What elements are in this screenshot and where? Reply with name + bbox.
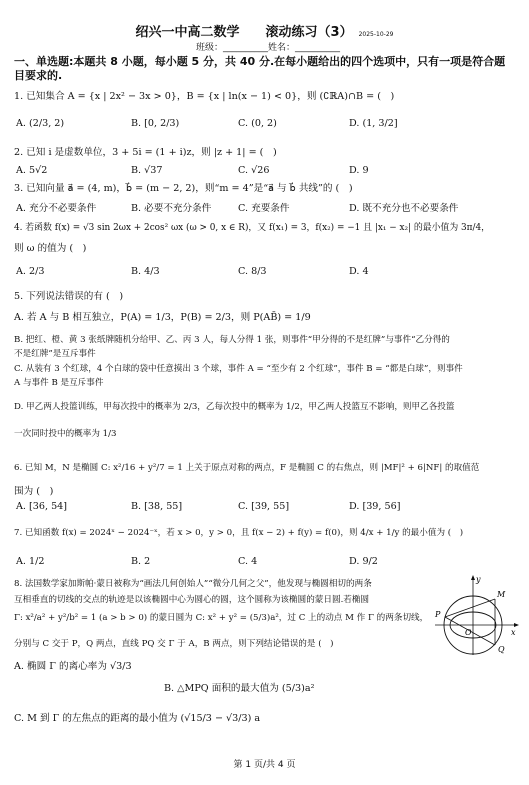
q3-stem: 3. 已知向量 a⃗ = (4, m)，b⃗ = (m − 2, 2)，则“m = 4”是“a⃗ 与 b⃗ 共线”的 ( ) — [14, 183, 353, 194]
q7-option-a: A. 1/2 — [16, 556, 45, 567]
q6-stem: 6. 已知 M，N 是椭圆 C: x²/16 + y²/7 = 1 上关于原点对称的两点，F 是椭圆 C 的右焦点，则 |MF|² + 6|NF| 的取值范 — [14, 463, 480, 473]
q2-stem: 2. 已知 i 是虚数单位，3 + 5i = (1 + i)z，则 |z + 1| = ( ) — [14, 147, 277, 158]
q5-option-b: B. 把红、橙、黄 3 张纸牌随机分给甲、乙、丙 3 人，每人分得 1 张，则事件“甲分得的不是红牌”与事件“乙分得的 — [14, 335, 450, 345]
q5-option-c: C. 从装有 3 个红球，4 个白球的袋中任意摸出 3 个球，事件 A = “至少有 2 个红球”，事件 B = “都是白球”，则事件 — [14, 364, 463, 374]
q4-stem: 4. 若函数 f(x) = √3 sin 2ωx + 2cos² ωx (ω > 0, x ∈ R)，又 f(x₁) = 3，f(x₂) = −1 且 |x₁ − x₂| 的最小值为 3π/4， — [14, 223, 491, 233]
exam-date: 2025-10-29 — [358, 31, 394, 38]
q4-option-d: D. 4 — [349, 266, 369, 277]
q8-stem-line2: 互相垂直的切线的交点的轨迹是以该椭圆中心为圆心的圆，这个圆称为该椭圆的蒙日圆.若椭圆 — [14, 595, 370, 605]
q3-option-d: D. 既不充分也不必要条件 — [349, 203, 459, 214]
q4-option-b: B. 4/3 — [131, 266, 160, 277]
q8-stem-line4: 分别与 C 交于 P，Q 两点，直线 PQ 交 Γ 于 A，B 两点，则下列结论错误的是 ( ) — [14, 639, 334, 649]
label-x: x — [511, 628, 516, 637]
q1-option-b: B. [0, 2/3) — [131, 118, 180, 129]
q6-option-d: D. [39, 56] — [349, 501, 401, 512]
q2-option-a: A. 5√2 — [16, 165, 48, 176]
q5-stem: 5. 下列说法错误的有 ( ) — [14, 291, 124, 302]
label-y: y — [476, 575, 481, 584]
q1-option-d: D. (1, 3/2] — [349, 118, 398, 129]
q8-option-a: A. 椭圆 Γ 的离心率为 √3/3 — [14, 661, 132, 672]
label-q: Q — [498, 645, 505, 654]
q7-option-b: B. 2 — [131, 556, 151, 567]
tangent-line-mp — [445, 599, 495, 617]
q4-option-a: A. 2/3 — [16, 266, 45, 277]
q7-option-c: C. 4 — [238, 556, 258, 567]
section-heading-cont: 目要求的. — [14, 69, 63, 82]
label-p: P — [435, 610, 441, 619]
q3-option-a: A. 充分不必要条件 — [16, 203, 97, 214]
q3-option-b: B. 必要不充分条件 — [131, 203, 212, 214]
q3-option-c: C. 充要条件 — [238, 203, 290, 214]
title-text: 绍兴一中高二数学 滚动练习（3） — [135, 25, 353, 40]
x-axis-arrow — [514, 623, 519, 627]
q5-option-a: A. 若 A 与 B 相互独立，P(A) = 1/3，P(B) = 2/3，则 P(AB̄) = 1/9 — [14, 312, 311, 323]
q6-option-b: B. [38, 55] — [131, 501, 183, 512]
page-footer: 第 1 页/共 4 页 — [233, 760, 296, 770]
q7-option-d: D. 9/2 — [349, 556, 378, 567]
q2-option-c: C. √26 — [238, 165, 270, 176]
q1-option-c: C. (0, 2) — [238, 118, 277, 129]
label-m: M — [497, 590, 506, 599]
q8-stem-line1: 8. 法国数学家加斯帕·蒙日被称为“画法几何创始人”“微分几何之父”，他发现与椭圆相切的两条 — [14, 579, 372, 589]
q5-option-b-cont: 不是红牌”是互斥事件 — [14, 349, 96, 359]
q2-option-b: B. √37 — [131, 165, 163, 176]
label-o: O — [465, 628, 472, 637]
q7-stem: 7. 已知函数 f(x) = 2024ˣ − 2024⁻ˣ，若 x > 0，y > 0，且 f(x − 2) + f(y) = f(0)，则 4/x + 1/y 的最小值为 ( ) — [14, 528, 464, 538]
q5-option-c-cont: A 与事件 B 是互斥事件 — [14, 378, 104, 388]
section-heading: 一、单选题:本题共 8 小题，每小题 5 分，共 40 分.在每小题给出的四个选项中，只有一项是符合题 — [14, 55, 506, 68]
q2-option-d: D. 9 — [349, 165, 369, 176]
q1-option-a: A. (2/3, 2) — [16, 118, 65, 129]
q5-option-d-cont: 一次同时投中的概率为 1/3 — [14, 429, 117, 439]
q8-option-c: C. M 到 Γ 的左焦点的距离的最小值为 (√15/3 − √3/3) a — [14, 713, 261, 724]
q8-option-b: B. △MPQ 面积的最大值为 (5/3)a² — [164, 683, 315, 694]
q6-option-c: C. [39, 55] — [238, 501, 290, 512]
q1-stem: 1. 已知集合 A = {x | 2x² − 3x > 0}，B = {x | ln(x − 1) < 0}，则 (∁ℝA)∩B = ( ) — [14, 91, 395, 102]
q4-option-c: C. 8/3 — [238, 266, 267, 277]
q4-stem-cont: 则 ω 的值为 ( ) — [14, 243, 87, 254]
class-name-line: 班级：__________姓名：__________ — [196, 43, 341, 53]
page-title — [0, 21, 529, 40]
q6-stem-cont: 围为 ( ) — [14, 486, 54, 497]
y-axis-arrow — [471, 575, 475, 580]
q5-option-d: D. 甲乙两人投篮训练，甲每次投中的概率为 2/3，乙每次投中的概率为 1/2，甲乙两人投篮互不影响，则甲乙各投篮 — [14, 402, 455, 412]
q6-option-a: A. [36, 54] — [16, 501, 68, 512]
monge-circle-figure — [433, 573, 519, 659]
q8-stem-line3: Γ: x²/a² + y²/b² = 1 (a > b > 0) 的蒙日圆为 C: x² + y² = (5/3)a²，过 C 上的动点 M 作 Γ 的两条切线， — [14, 613, 429, 623]
